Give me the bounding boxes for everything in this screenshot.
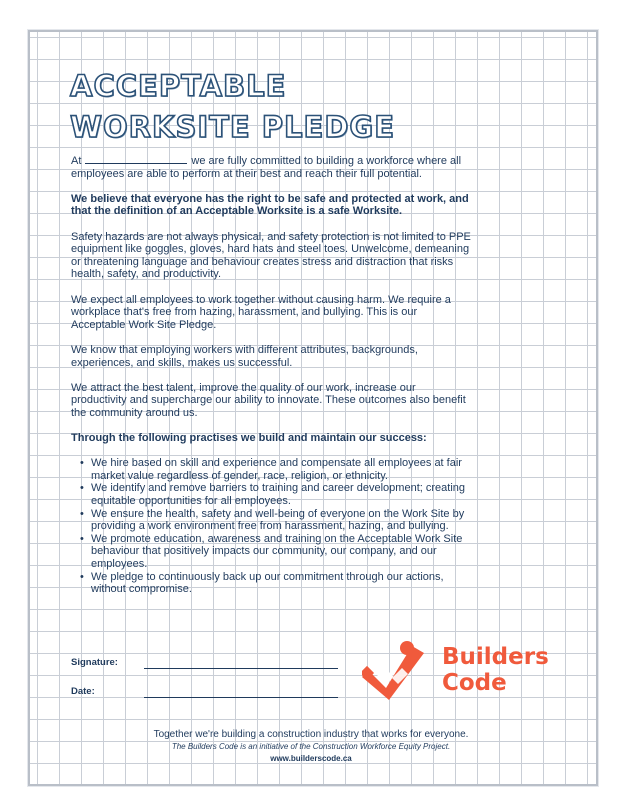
date-label: Date: [71,686,95,697]
logo-line-2: Code [442,670,507,696]
footer-url-link[interactable]: www.builderscode.ca [270,754,352,763]
footer-tagline: Together we're building a construction industry that works for everyone. [153,729,469,740]
logo-wordmark [442,644,549,696]
title-line-2: WORKSITE PLEDGE [70,110,396,144]
logo-line-1: Builders [442,644,549,670]
signature-line[interactable] [144,668,338,669]
belief-paragraph: We believe that everyone has the right to be safe and protected at work, and that the definition of an Acceptable Worksite is a safe Worksite. [71,192,469,218]
list-item: • We promote education, awareness and training on the Acceptable Work Site behaviour that positively impacts our community, our company, and our employees. [91,533,471,571]
builders-code-logo [362,640,572,700]
signature-label: Signature: [71,657,118,668]
company-name-blank [85,154,187,164]
pledge-body [71,154,471,596]
footer-initiative: The Builders Code is an initiative of the Construction Workforce Equity Project. [171,742,451,751]
date-line[interactable] [144,697,338,698]
intro-suffix: we are fully committed to building a workforce where all employees are able to perform at their best and reach their full potential. [71,155,462,180]
expectation-paragraph: We expect all employees to work together without causing harm. We require a workplace that's free from hazing, harassment, and bullying. This is our Acceptable Work Site Pledge. [71,293,451,331]
intro-prefix: At [71,155,82,167]
practices-list [71,457,471,596]
title-line-1: ACCEPTABLE [70,69,287,103]
list-item: • We pledge to continuously back up our commitment through our actions, without compromise. [91,571,471,596]
hazards-paragraph: Safety hazards are not always physical, and safety protection is not limited to PPE equipment like goggles, gloves, hard hats and steel toes. Unwelcome, demeaning or threatening language and behaviour creates stress and distraction that risks health, safety, and productivity. [71,230,471,281]
talent-paragraph: We attract the best talent, improve the quality of our work, increase our productivity and supercharge our ability to innovate. These outcomes also benefit the community around us. [71,381,466,419]
list-item: • We hire based on skill and experience and compensate all employees at fair market value regardless of gender, race, religion, or ethnicity. [91,457,471,482]
list-item: • We ensure the health, safety and well-being of everyone on the Work Site by providing a work environment free from harassment, hazing, and bullying. [91,508,471,533]
list-item: • We identify and remove barriers to training and career development; creating equitable opportunities for all employees. [91,482,471,507]
page-title [70,66,395,148]
practices-intro: Through the following practises we build and maintain our success: [71,432,427,445]
diversity-paragraph: We know that employing workers with different attributes, backgrounds, experiences, and skills, makes us successful. [71,343,418,369]
intro-paragraph [71,154,471,180]
check-mark-logo-icon [362,640,428,700]
